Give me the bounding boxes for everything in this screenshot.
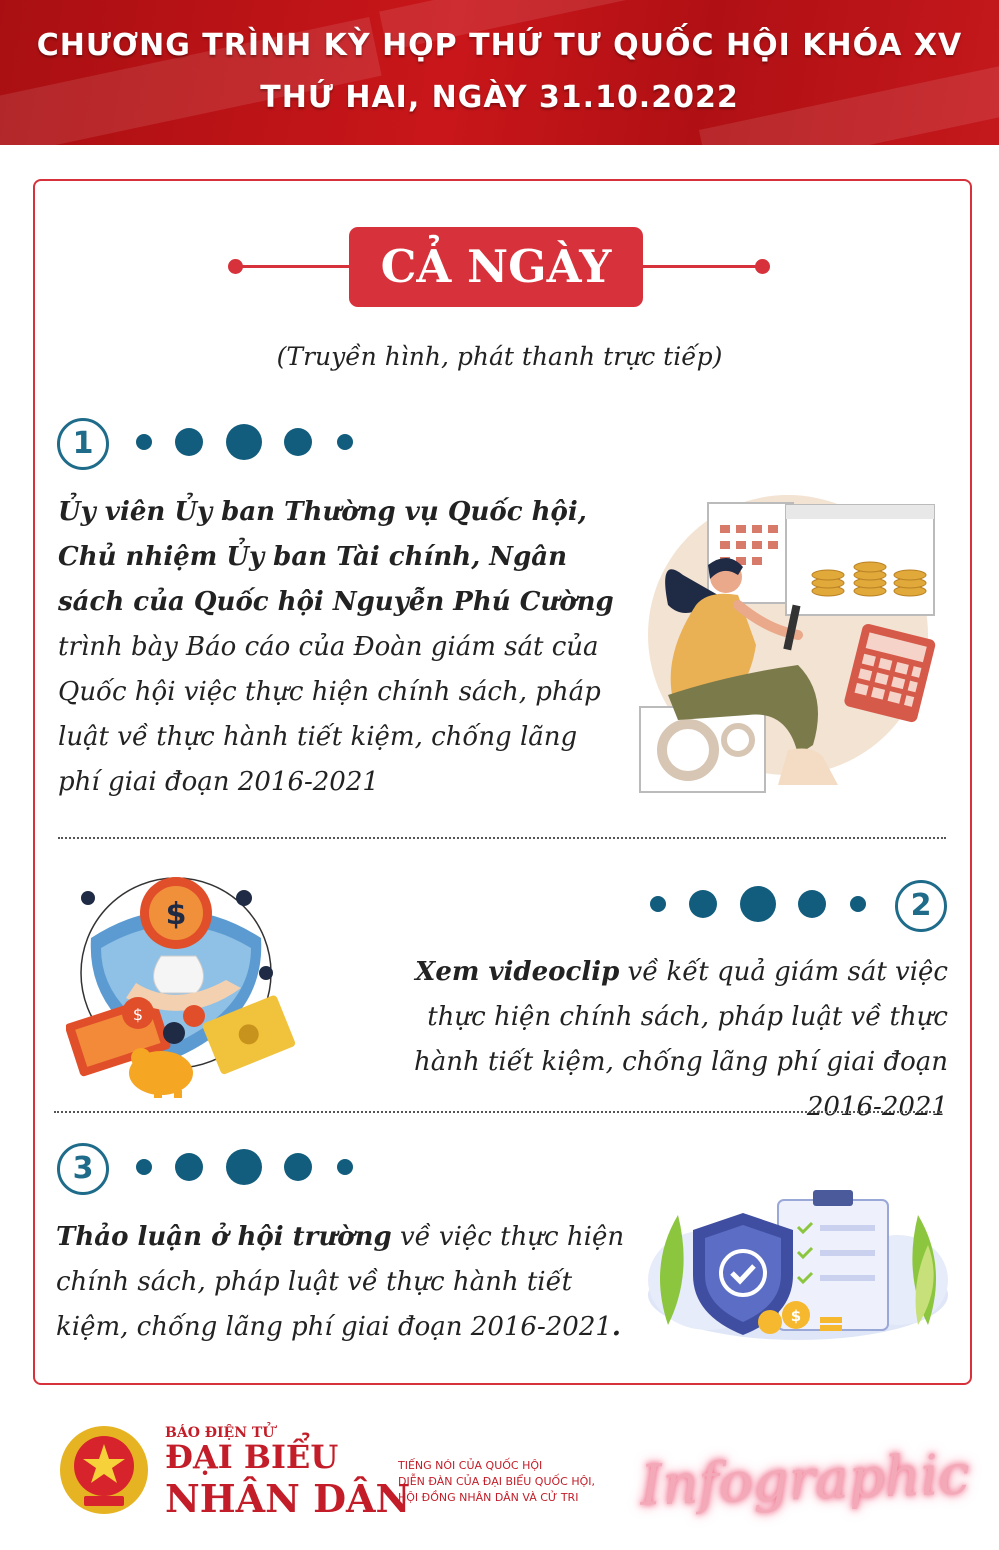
- dot: [136, 434, 152, 450]
- dot: [798, 890, 826, 918]
- brand-small: BÁO ĐIỆN TỬ: [165, 1425, 275, 1441]
- tagline-3: HỘI ĐỒNG NHÂN DÂN VÀ CỬ TRI: [398, 1491, 579, 1504]
- item-3-bold: Thảo luận ở hội trường: [56, 1222, 392, 1252]
- header-banner: [0, 0, 999, 145]
- item-2-rest: về kết quả giám sát việc thực hiện chính sách, pháp luật về thực hành tiết kiệm, chống lãng phí giai đoạn 2016-2021: [413, 957, 948, 1122]
- dot: [226, 424, 262, 460]
- dot: [175, 1153, 203, 1181]
- money-bag-hand-illustration: [66, 868, 301, 1098]
- svg-text:$: $: [165, 897, 187, 932]
- dot: [337, 434, 353, 450]
- svg-text:$: $: [132, 1005, 144, 1024]
- dot: [689, 890, 717, 918]
- dot: [850, 896, 866, 912]
- infographic-label: Infographic: [638, 1442, 971, 1519]
- separator-2: [54, 1111, 942, 1113]
- dot: [650, 896, 666, 912]
- item-3-end: .: [611, 1312, 621, 1342]
- section-label: CẢ NGÀY: [349, 227, 643, 307]
- page-title: CHƯƠNG TRÌNH KỲ HỌP THỨ TƯ QUỐC HỘI KHÓA XV: [36, 28, 963, 63]
- dot: [740, 886, 776, 922]
- item-1-bold: Ủy viên Ủy ban Thường vụ Quốc hội, Chủ nhiệm Ủy ban Tài chính, Ngân sách của Quốc hội Nguyễn Phú Cường: [58, 497, 614, 617]
- person-laptop-illustration: [638, 495, 938, 795]
- shield-checklist-illustration: [648, 1185, 948, 1345]
- item-2-bold: Xem videoclip: [415, 957, 620, 987]
- item-1-rest: trình bày Báo cáo của Đoàn giám sát của Quốc hội việc thực hiện chính sách, pháp luật về thực hành tiết kiệm, chống lãng phí giai đoạn 2016-2021: [58, 632, 601, 797]
- tagline-2: DIỄN ĐÀN CỦA ĐẠI BIỂU QUỐC HỘI,: [398, 1475, 596, 1488]
- dot: [175, 428, 203, 456]
- item-3-text: [56, 1215, 631, 1350]
- brand-line1: ĐẠI BIỂU: [165, 1438, 339, 1476]
- label-right-line: [641, 265, 761, 268]
- label-left-line: [238, 265, 352, 268]
- section-subtitle: (Truyền hình, phát thanh trực tiếp): [276, 342, 723, 371]
- dot: [337, 1159, 353, 1175]
- item-3-rest: về việc thực hiện chính sách, pháp luật về thực hành tiết kiệm, chống lãng phí giai đoạn 2016-2021: [56, 1222, 625, 1342]
- item-1-text: [58, 490, 618, 805]
- tagline-1: TIẾNG NÓI CỦA QUỐC HỘI: [398, 1459, 543, 1472]
- dot: [284, 428, 312, 456]
- national-emblem-icon: [56, 1422, 152, 1518]
- dot: [136, 1159, 152, 1175]
- dot: [284, 1153, 312, 1181]
- svg-text:$: $: [790, 1307, 802, 1325]
- page-date: THỨ HAI, NGÀY 31.10.2022: [260, 80, 739, 115]
- item-number-2: 2: [895, 880, 947, 932]
- separator-1: [58, 837, 946, 839]
- item-number-3: 3: [57, 1143, 109, 1195]
- dot: [226, 1149, 262, 1185]
- brand-line2: NHÂN DÂN: [165, 1476, 411, 1521]
- item-2-text: [388, 950, 948, 1130]
- item-number-1: 1: [57, 418, 109, 470]
- label-right-dot: [755, 259, 770, 274]
